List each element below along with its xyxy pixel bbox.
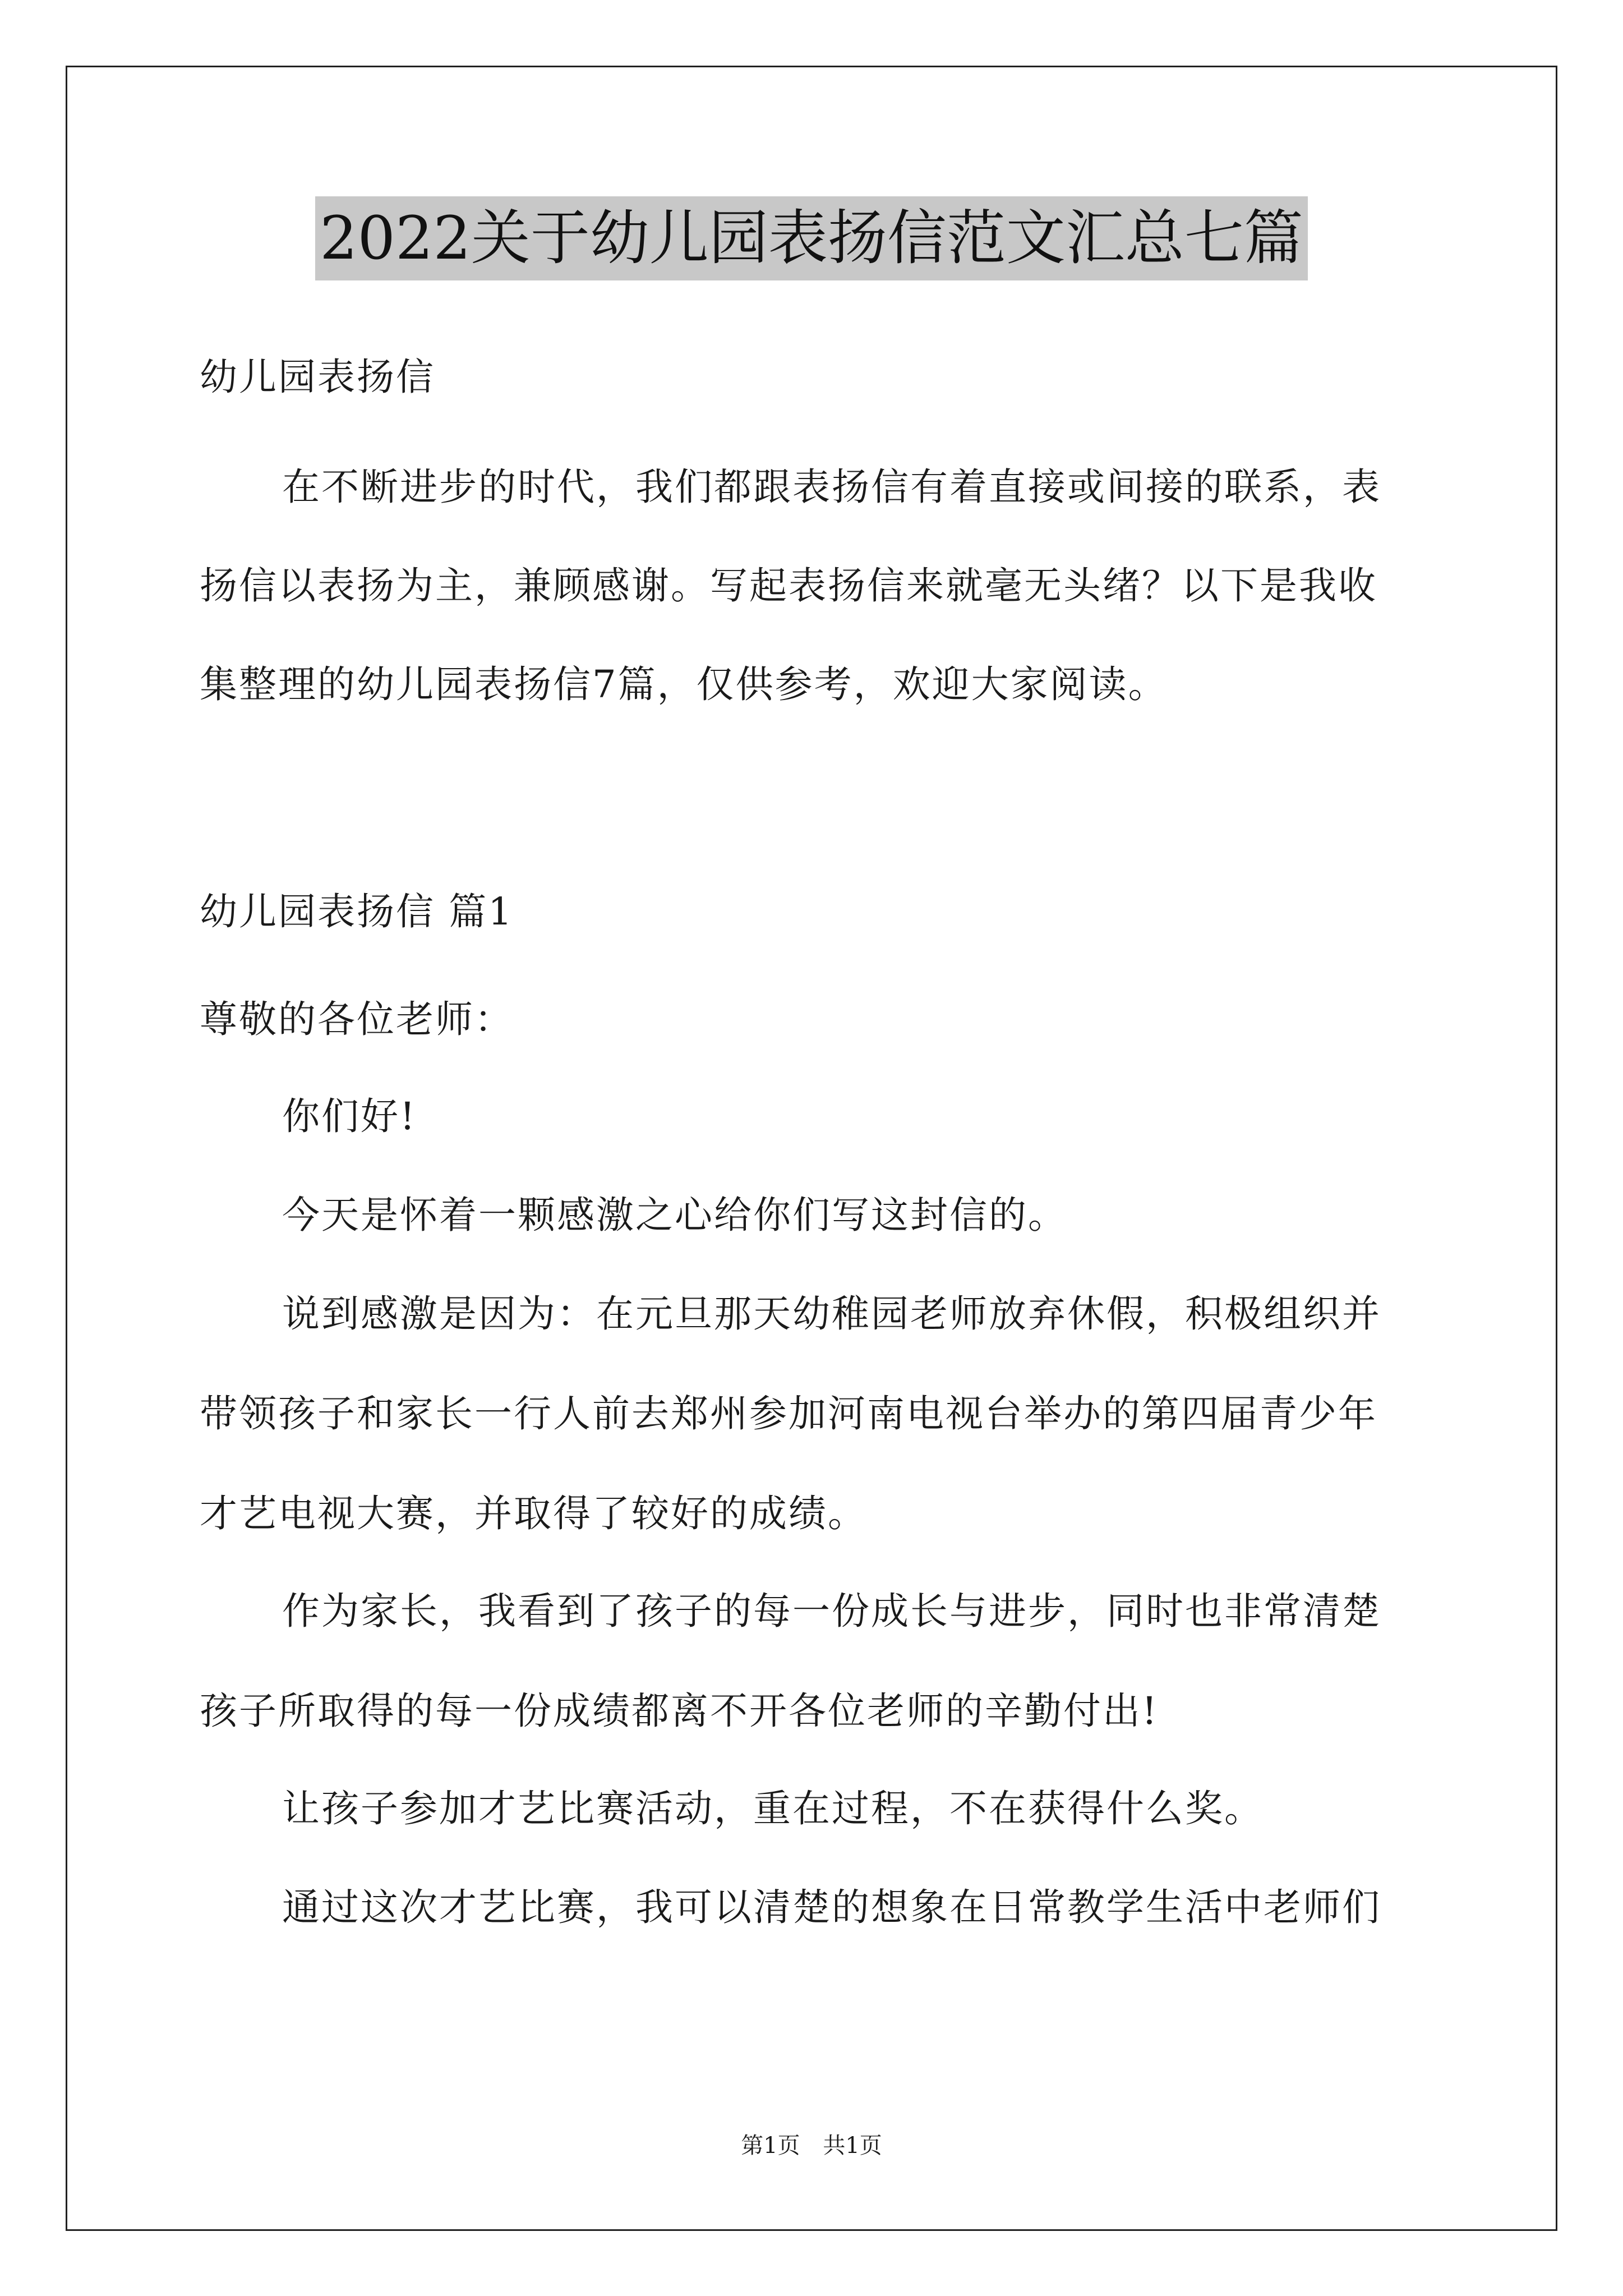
page-total: 共1页 [823,2133,882,2159]
salutation: 尊敬的各位老师： [200,997,514,1041]
paragraph-line: 集整理的幼儿园表扬信7篇，仅供参考，欢迎大家阅读。 [200,662,1168,706]
paragraph-line: 让孩子参加才艺比赛活动，重在过程，不在获得什么奖。 [282,1787,1264,1830]
paragraph-line: 今天是怀着一颗感激之心给你们写这封信的。 [282,1193,1067,1237]
paragraph-line: 作为家长，我看到了孩子的每一份成长与进步，同时也非常清楚 [282,1589,1381,1633]
letter-heading: 幼儿园表扬信 篇1 [200,890,514,933]
document-title: 2022关于幼儿园表扬信范文汇总七篇 [315,196,1308,280]
paragraph-line: 带领孩子和家长一行人前去郑州参加河南电视台举办的第四届青少年 [200,1392,1377,1435]
paragraph-line: 在不断进步的时代，我们都跟表扬信有着直接或间接的联系，表 [282,465,1381,509]
page-footer [0,2129,1623,2162]
section-heading: 幼儿园表扬信 [200,355,435,399]
greeting: 你们好! [282,1094,417,1138]
title-wrap [0,196,1623,280]
page-number: 第1页 [741,2133,800,2159]
paragraph-line: 通过这次才艺比赛，我可以清楚的想象在日常教学生活中老师们 [282,1885,1381,1929]
paragraph-line: 才艺电视大赛，并取得了较好的成绩。 [200,1492,867,1535]
paragraph-line: 说到感激是因为：在元旦那天幼稚园老师放弃休假，积极组织并 [282,1292,1381,1336]
paragraph-line: 孩子所取得的每一份成绩都离不开各位老师的辛勤付出! [200,1689,1159,1733]
paragraph-line: 扬信以表扬为主，兼顾感谢。写起表扬信来就毫无头绪？以下是我收 [200,564,1377,608]
